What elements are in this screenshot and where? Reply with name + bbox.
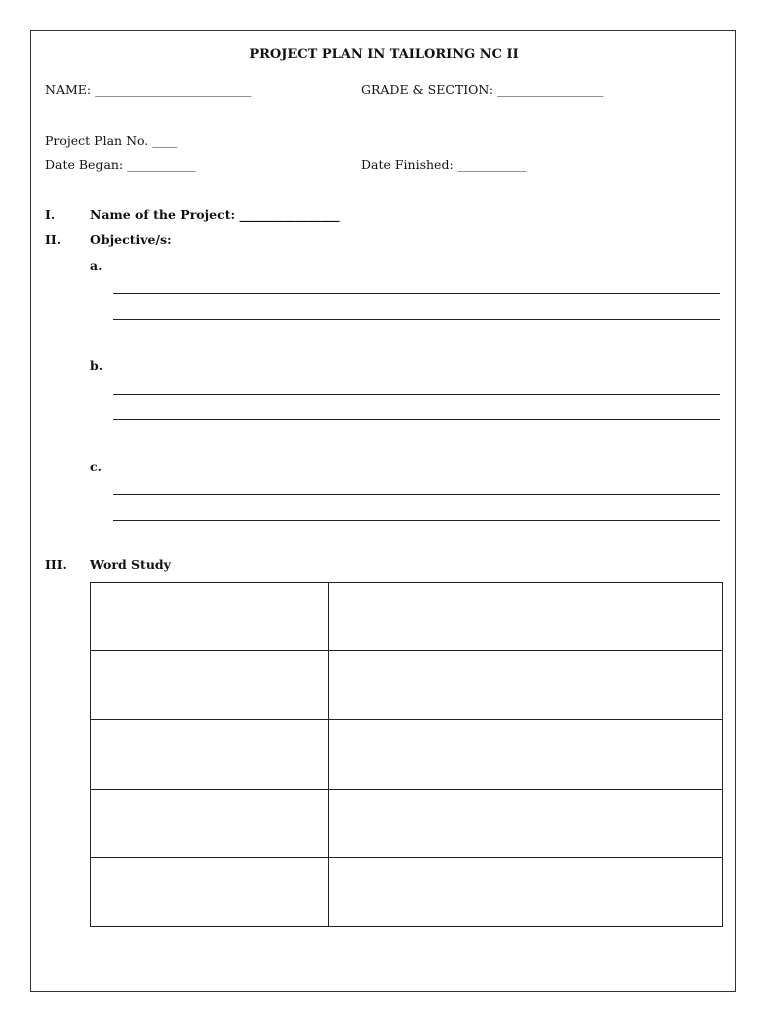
word-study-definition-cell[interactable] xyxy=(329,790,723,858)
word-study-definition-cell[interactable] xyxy=(329,651,723,720)
name-field-label: NAME: _________________________ xyxy=(45,82,252,97)
objective-c-line-1 xyxy=(113,494,720,495)
grade-section-field-label: GRADE & SECTION: _________________ xyxy=(361,82,604,97)
document-title: PROJECT PLAN IN TAILORING NC II xyxy=(249,47,519,62)
word-study-definition-cell[interactable] xyxy=(329,858,723,927)
section-numeral: II. xyxy=(45,232,62,247)
date-began-label: Date Began: ___________ xyxy=(45,157,196,172)
table-row xyxy=(91,583,723,651)
word-study-term-cell[interactable] xyxy=(91,651,329,720)
table-row xyxy=(91,651,723,720)
section-objectives: Objective/s: xyxy=(90,232,172,247)
objective-c-line-2 xyxy=(113,520,720,521)
objective-letter-b: b. xyxy=(90,358,104,373)
word-study-definition-cell[interactable] xyxy=(329,720,723,790)
objective-letter-a: a. xyxy=(90,258,103,273)
table-row xyxy=(91,858,723,927)
objective-b-line-2 xyxy=(113,419,720,420)
project-plan-no-label: Project Plan No. ____ xyxy=(45,133,178,148)
section-numeral: I. xyxy=(45,207,56,222)
word-study-term-cell[interactable] xyxy=(91,583,329,651)
section-name-of-project: Name of the Project: ________________ xyxy=(90,207,340,222)
word-study-term-cell[interactable] xyxy=(91,858,329,927)
word-study-definition-cell[interactable] xyxy=(329,583,723,651)
table-row xyxy=(91,720,723,790)
word-study-term-cell[interactable] xyxy=(91,790,329,858)
objective-a-line-2 xyxy=(113,319,720,320)
objective-b-line-1 xyxy=(113,394,720,395)
section-word-study: Word Study xyxy=(90,557,171,572)
date-finished-label: Date Finished: ___________ xyxy=(361,157,527,172)
section-numeral: III. xyxy=(45,557,67,572)
word-study-term-cell[interactable] xyxy=(91,720,329,790)
table-row xyxy=(91,790,723,858)
objective-letter-c: c. xyxy=(90,459,102,474)
objective-a-line-1 xyxy=(113,293,720,294)
word-study-table xyxy=(90,582,723,927)
